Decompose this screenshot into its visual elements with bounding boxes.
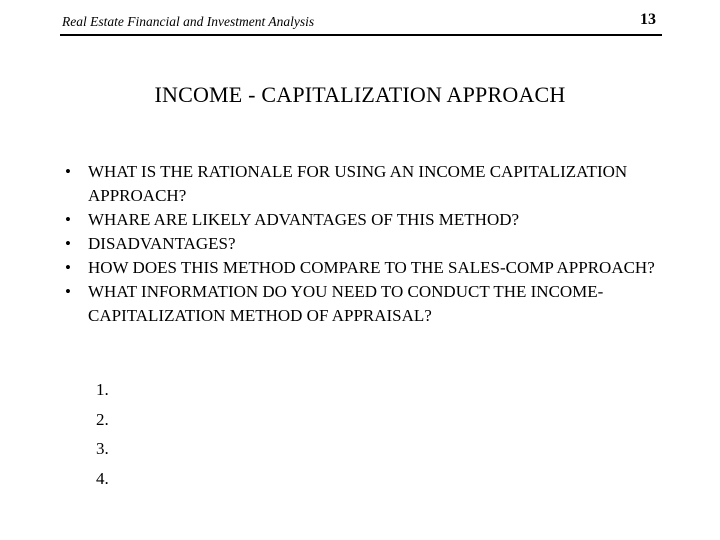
bullet-item [58,280,678,328]
header-text: Real Estate Financial and Investment Analysis [62,14,315,29]
bullet-text: WHAT INFORMATION DO YOU NEED TO CONDUCT THE INCOME-CAPITALIZATION METHOD OF APPRAISAL? [88,282,604,325]
bullet-icon: • [65,210,71,229]
bullet-icon: • [65,234,71,253]
bullet-list [58,160,678,328]
header-rule [60,34,662,36]
bullet-item [58,256,678,280]
numbered-item: 4. [96,468,109,488]
bullet-icon: • [65,162,71,181]
numbered-item: 2. [96,409,109,429]
numbered-item: 1. [96,380,109,399]
bullet-text: WHAT IS THE RATIONALE FOR USING AN INCOME CAPITALIZATION APPROACH? [88,162,628,205]
bullet-item [58,232,678,256]
bullet-text: DISADVANTAGES? [88,234,236,253]
numbered-item: 3. [96,439,109,458]
bullet-icon: • [65,258,71,277]
numbered-list [96,375,109,493]
bullet-item [58,160,678,208]
page-number: 13 [640,11,656,28]
bullet-icon: • [65,282,71,301]
bullet-text: WHARE ARE LIKELY ADVANTAGES OF THIS METHOD? [88,210,520,229]
bullet-text: HOW DOES THIS METHOD COMPARE TO THE SALES-COMP APPROACH? [88,258,655,277]
bullet-item [58,208,678,232]
slide-title: INCOME - CAPITALIZATION APPROACH [154,82,566,107]
